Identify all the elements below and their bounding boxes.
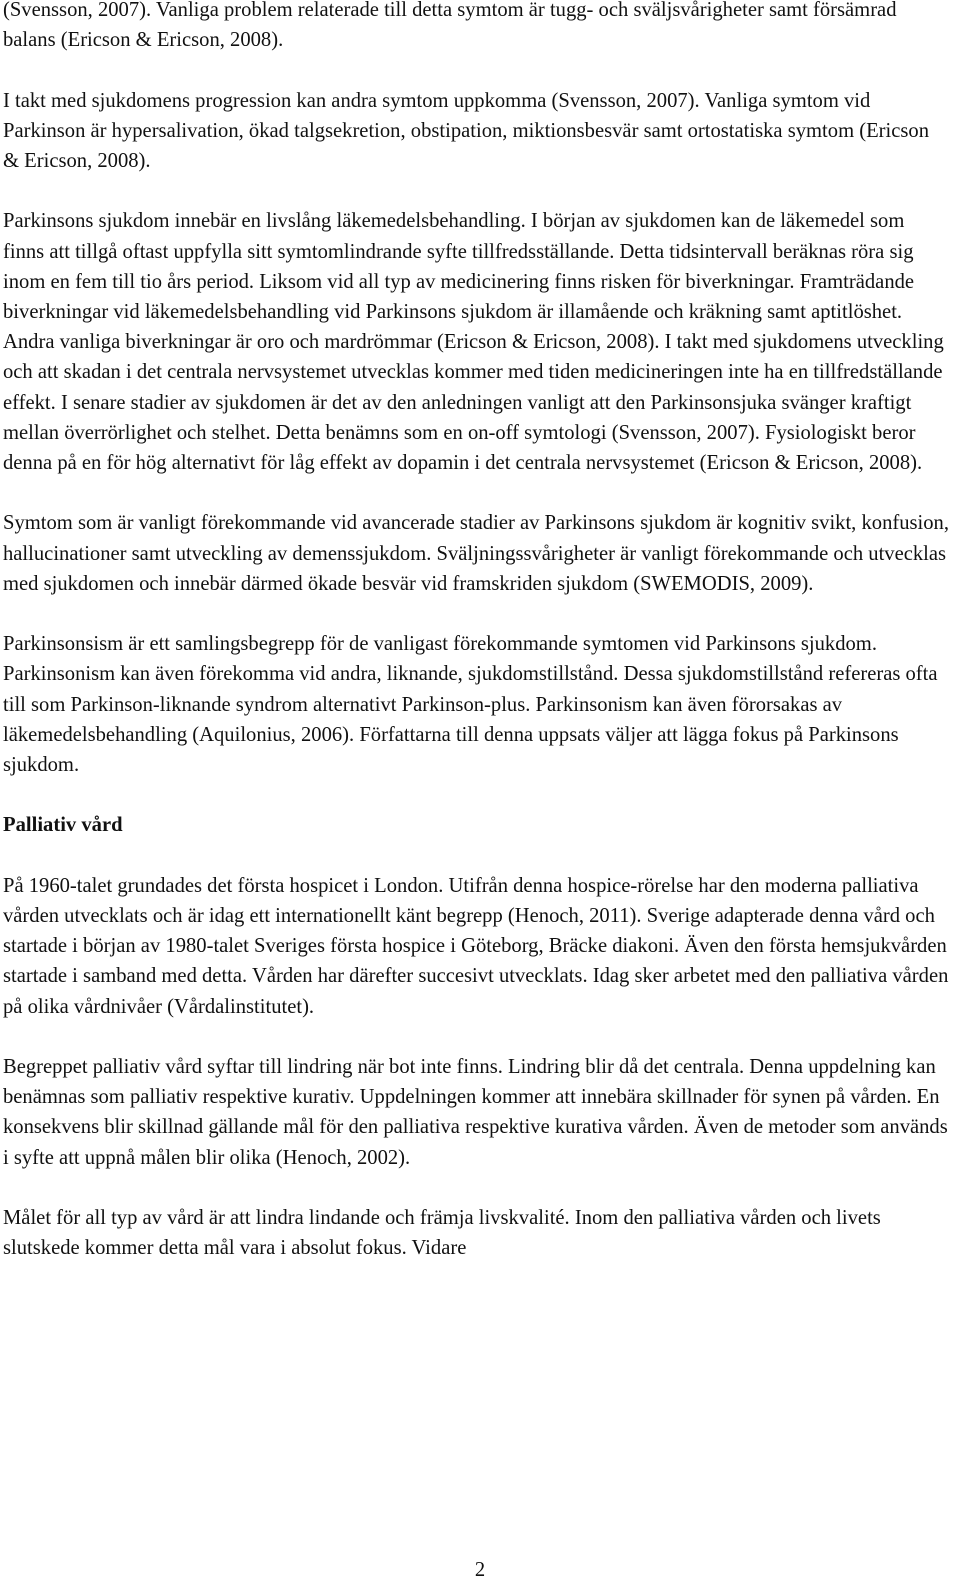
paragraph-disease-progression: I takt med sjukdomens progression kan andra symtom uppkomma (Svensson, 2007). Vanliga symtom vid Parkinson är hypersalivation, ökad talgsekretion, obstipation, miktionsbesvär samt ortostatiska symtom (Ericson & Ericson, 2008). [3, 89, 929, 172]
paragraph-care-goals: Målet för all typ av vård är att lindra lindande och främja livskvalité. Inom den palliativa vården och livets slutskede kommer detta mål vara i absolut fokus. Vidare [3, 1207, 881, 1260]
paragraph-symptoms-continued: (Svensson, 2007). Vanliga problem relaterade till detta symtom är tugg- och sväljsvårigheter samt försämrad balans (Ericson & Ericson, 2008). [3, 0, 897, 52]
paragraph-medication-treatment: Parkinsons sjukdom innebär en livslång läkemedelsbehandling. I början av sjukdomen kan de läkemedel som finns att tillgå oftast uppfylla sitt symtomlindrande syfte tillfredsställande. Detta tidsintervall beräknas röra sig inom en fem till tio års period. Liksom vid all typ av medicinering finns risken för biverkningar. Framträdande biverkningar vid läkemedelsbehandling vid Parkinsons sjukdom är illamående och kräkning samt aptitlöshet. Andra vanliga biverkningar är oro och mardrömmar (Ericson & Ericson, 2008). I takt med sjukdomens utveckling och att skadan i det centrala nervsystemet utvecklas kommer med tiden medicineringen inte ha en tillfredställande effekt. I senare stadier av sjukdomen är det av den anledningen vanligt att den Parkinsonsjuka svänger kraftigt mellan överrörlighet och stelhet. Detta benämns som en on-off symtologi (Svensson, 2007). Fysiologiskt beror denna på en för hög alternativt för låg effekt av dopamin i det centrala nervsystemet (Ericson & Ericson, 2008). [3, 210, 944, 475]
page-number: 2 [474, 1559, 486, 1581]
paragraph-advanced-stages: Symtom som är vanligt förekommande vid avancerade stadier av Parkinsons sjukdom är kognitiv svikt, konfusion, hallucinationer samt utveckling av demenssjukdom. Sväljningssvårigheter är vanligt förekommande och utvecklas med sjukdomen och innebär därmed ökade besvär vid framskriden sjukdom (SWEMODIS, 2009). [3, 512, 950, 595]
paragraph-parkinsonism: Parkinsonsism är ett samlingsbegrepp för de vanligast förekommande symtomen vid Parkinsons sjukdom. Parkinsonism kan även förekomma vid andra, liknande, sjukdomstillstånd. Dessa sjukdomstillstånd refereras ofta till som Parkinson-liknande syndrom alternativt Parkinson-plus. Parkinsonism kan även förorsakas av läkemedelsbehandling (Aquilonius, 2006). Författarna till denna uppsats väljer att lägga fokus på Parkinsons sjukdom. [3, 633, 938, 777]
paragraph-palliative-concept: Begreppet palliativ vård syftar till lindring när bot inte finns. Lindring blir då det centrala. Denna uppdelning kan benämnas som palliativ respektive kurativ. Uppdelningen kommer att innebära skillnader för synen på vården. En konsekvens blir skillnad gällande mål för den palliativa respektive kurativa vården. Även de metoder som används i syfte att uppnå målen blir olika (Henoch, 2002). [3, 1056, 948, 1169]
body-text [3, 0, 949, 1263]
section-heading-palliative-care: Palliativ vård [3, 814, 123, 837]
paragraph-hospice-history: På 1960-talet grundades det första hospicet i London. Utifrån denna hospice-rörelse har den moderna palliativa vården utvecklats och är idag ett internationellt känt begrepp (Henoch, 2011). Sverige adapterade denna vård och startade i början av 1980-talet Sveriges första hospice i Göteborg, Bräcke diakoni. Även den första hemsjukvården startade i samband med detta. Vården har därefter succesivt utvecklats. Idag sker arbetet med den palliativa vården på olika vårdnivåer (Vårdalinstitutet). [3, 874, 949, 1018]
